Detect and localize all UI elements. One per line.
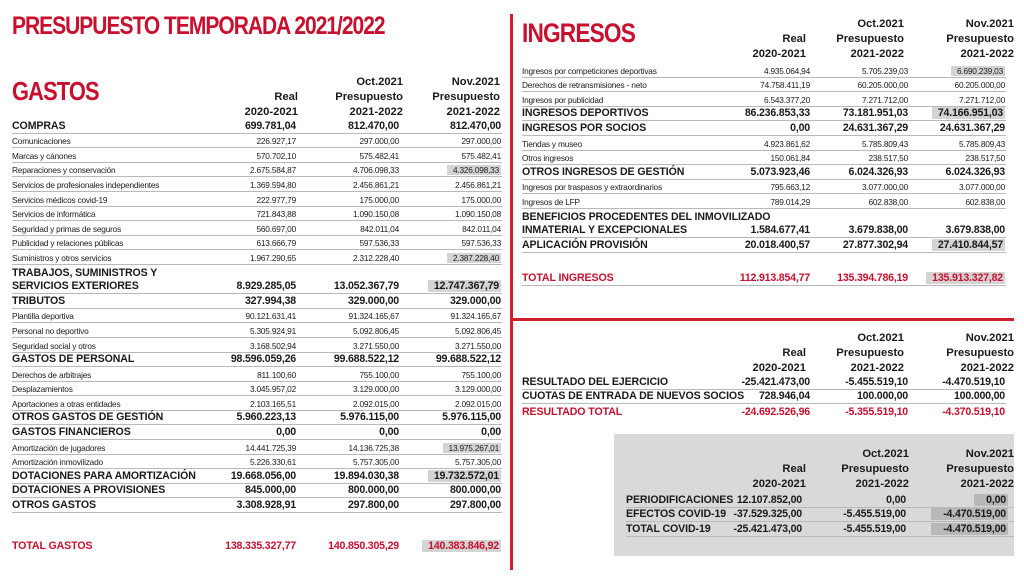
gastos-row-value-c2: 297.000,00 xyxy=(359,136,399,147)
gastos-row-value-c3: 575.482,41 xyxy=(461,150,501,161)
gastos-row-value-c2: 597.536,33 xyxy=(359,238,399,249)
covid-row-value-c1: 12.107.852,00 xyxy=(736,493,802,506)
gastos-row-value-c2: 5.092.806,45 xyxy=(352,325,399,336)
gastos-row-label: Aportaciones a otras entidades xyxy=(12,398,121,409)
gastos-row-label: Suministros y otros servicios xyxy=(12,252,112,263)
covid-row-value-c2: -5.455.519,00 xyxy=(843,508,906,521)
ingresos-row-value-c2: 6.024.326,93 xyxy=(848,165,908,178)
gastos-row-value-c3: 5.976.115,00 xyxy=(442,411,501,424)
gastos-row-value-c3: 2.456.861,21 xyxy=(454,179,501,190)
gastos-row xyxy=(12,425,502,440)
ingresos-row-label: APLICACIÓN PROVISIÓN xyxy=(522,238,648,251)
covid-row-label: PERIODIFICACIONES xyxy=(626,493,734,506)
ingresos-row xyxy=(522,194,1006,209)
covid-header-nov: Nov.2021 Presupuesto 2021-2022 xyxy=(946,448,1014,490)
gastos-row-value-c3: 0,00 xyxy=(481,426,501,439)
gastos-row xyxy=(12,250,502,265)
ingresos-row-value-c3: 6.024.326,93 xyxy=(945,165,1005,178)
resultado-row-label: RESULTADO DEL EJERCICIO xyxy=(522,375,669,388)
horizontal-divider xyxy=(512,318,1014,321)
gastos-row-value-c3: 12.747.367,79 xyxy=(428,280,501,292)
covid-row-value-c1: -37.529.325,00 xyxy=(733,508,802,521)
gastos-row xyxy=(12,353,502,368)
gastos-row-label: OTROS GASTOS xyxy=(12,499,96,512)
gastos-row-value-c1: 570.702,10 xyxy=(256,150,296,161)
gastos-row-value-c1: 0,00 xyxy=(276,426,296,439)
gastos-row-value-c1: 3.168.502,94 xyxy=(249,340,296,351)
resultado-row xyxy=(522,390,1006,405)
ingresos-row-value-c2: 5.705.239,03 xyxy=(861,65,908,76)
gastos-row xyxy=(12,469,502,484)
gastos-row-value-c1: 560.697,00 xyxy=(256,223,296,234)
gastos-row-value-c2: 0,00 xyxy=(379,426,399,439)
resultado-row-value-c1: -25.421.473,00 xyxy=(741,375,810,388)
ingresos-row-value-c1: 86.236.853,33 xyxy=(744,107,810,120)
gastos-row xyxy=(12,177,502,192)
ingresos-row xyxy=(522,92,1006,107)
resultado-header-oct: Oct.2021 Presupuesto 2021-2022 xyxy=(836,332,904,374)
gastos-row xyxy=(12,192,502,207)
covid-row xyxy=(626,522,1014,537)
gastos-row-value-c2: 5.757.305,00 xyxy=(352,457,399,468)
gastos-row-value-c1: 721.843,88 xyxy=(256,209,296,220)
gastos-row xyxy=(12,440,502,455)
ingresos-row xyxy=(522,165,1006,180)
gastos-row xyxy=(12,455,502,470)
ingresos-row-label: OTROS INGRESOS DE GESTIÓN xyxy=(522,165,685,178)
ingresos-row-label: Ingresos por competiciones deportivas xyxy=(522,65,657,76)
gastos-row-value-c3: 1.090.150,08 xyxy=(454,209,501,220)
covid-row-value-c2: 0,00 xyxy=(886,493,906,506)
gastos-row-value-c1: 222.977,79 xyxy=(256,194,296,205)
ingresos-row-value-c2: 60.205.000,00 xyxy=(857,80,908,91)
gastos-row-value-c1: 3.308.928,91 xyxy=(236,499,296,512)
ingresos-row-label: Otros ingresos xyxy=(522,153,574,164)
gastos-row xyxy=(12,498,502,513)
ingresos-row-value-c1: 789.014,29 xyxy=(770,196,810,207)
gastos-row xyxy=(12,323,502,338)
gastos-row-label: Desplazamientos xyxy=(12,384,73,395)
page-title: PRESUPUESTO TEMPORADA 2021/2022 xyxy=(12,12,385,40)
gastos-row-value-c2: 800.000,00 xyxy=(347,484,399,497)
ingresos-row xyxy=(522,238,1006,253)
gastos-row-value-c3: 5.092.806,45 xyxy=(454,325,501,336)
gastos-row-label: Publicidad y relaciones públicas xyxy=(12,238,124,249)
gastos-row-label: Amortización inmovilizado xyxy=(12,457,103,468)
ingresos-row xyxy=(522,121,1006,136)
gastos-row-value-c1: 845.000,00 xyxy=(244,484,296,497)
gastos-row-label: SERVICIOS EXTERIORES xyxy=(12,280,139,293)
gastos-row-value-c2: 175.000,00 xyxy=(359,194,399,205)
gastos-row-value-c3: 842.011,04 xyxy=(462,223,501,234)
gastos-row xyxy=(12,367,502,382)
ingresos-row-value-c1: 20.018.400,57 xyxy=(744,238,810,251)
ingresos-row-value-c2: 27.877.302,94 xyxy=(842,238,908,251)
covid-row xyxy=(626,508,1014,523)
gastos-table xyxy=(12,119,502,513)
covid-header-real: Real 2020-2021 xyxy=(752,463,806,490)
ingresos-row-value-c3: 60.205.000,00 xyxy=(954,80,1005,91)
gastos-row-label: DOTACIONES A PROVISIONES xyxy=(12,484,166,497)
resultado-row-value-c1: 728.946,04 xyxy=(758,390,810,403)
ingresos-row-value-c1: 1.584.677,41 xyxy=(750,224,810,237)
gastos-row-label: Marcas y cánones xyxy=(12,150,77,161)
gastos-row-value-c2: 91.324.165,67 xyxy=(348,311,399,322)
ingresos-row-value-c3: 5.785.809,43 xyxy=(958,138,1005,149)
ingresos-row-label: Tiendas y museo xyxy=(522,138,582,149)
gastos-row-label: TRIBUTOS xyxy=(12,294,66,307)
covid-row-value-c3: 0,00 xyxy=(974,494,1008,506)
ingresos-row-label: BENEFICIOS PROCEDENTES DEL INMOVILIZADO xyxy=(522,210,771,223)
ingresos-row-value-c1: 74.758.411,19 xyxy=(760,80,810,91)
gastos-row xyxy=(12,236,502,251)
ingresos-row-value-c2: 3.077.000,00 xyxy=(861,182,908,193)
gastos-row-value-c1: 2.103.165,51 xyxy=(249,398,296,409)
gastos-row xyxy=(12,396,502,411)
ingresos-row-value-c3: 3.679.838,00 xyxy=(945,224,1005,237)
gastos-row-value-c1: 5.960.223,13 xyxy=(236,411,296,424)
gastos-row-value-c3: 297.000,00 xyxy=(461,136,501,147)
gastos-row-label: Amortización de jugadores xyxy=(12,442,106,453)
gastos-row xyxy=(12,338,502,353)
ingresos-total xyxy=(522,270,1006,286)
gastos-row-value-c2: 2.456.861,21 xyxy=(352,179,399,190)
ingresos-row-value-c3: 6.690.239,03 xyxy=(951,66,1005,76)
ingresos-row-value-c2: 238.517,50 xyxy=(868,153,908,164)
gastos-row-value-c2: 4.706.098,33 xyxy=(352,165,399,176)
gastos-header-nov: Nov.2021 Presupuesto 2021-2022 xyxy=(432,76,500,118)
ingresos-row xyxy=(522,78,1006,93)
ingresos-row xyxy=(522,180,1006,195)
ingresos-row-value-c2: 24.631.367,29 xyxy=(842,121,908,134)
gastos-row-value-c1: 1.967.290,65 xyxy=(249,252,296,263)
ingresos-row xyxy=(522,63,1006,78)
gastos-row-value-c1: 98.596.059,26 xyxy=(230,353,296,366)
gastos-row-value-c2: 755.100,00 xyxy=(359,369,399,380)
gastos-row xyxy=(12,221,502,236)
gastos-row-value-c3: 91.324.165,67 xyxy=(450,311,501,322)
resultado-header-real: Real 2020-2021 xyxy=(752,347,806,374)
ingresos-row xyxy=(522,209,1006,224)
ingresos-row-value-c2: 73.181.951,03 xyxy=(842,107,908,120)
gastos-header-real: Real 2020-2021 xyxy=(244,91,298,118)
resultado-table xyxy=(522,375,1006,419)
covid-table xyxy=(626,493,1014,537)
ingresos-row-label: INGRESOS POR SOCIOS xyxy=(522,121,647,134)
gastos-row-value-c2: 14.136.725,38 xyxy=(348,442,399,453)
resultado-row xyxy=(522,375,1006,390)
gastos-row-value-c3: 99.688.522,12 xyxy=(435,353,501,366)
gastos-row xyxy=(12,134,502,149)
gastos-row-value-c3: 812.470,00 xyxy=(449,119,501,132)
gastos-row-label: Servicios de informática xyxy=(12,209,96,220)
ingresos-row-value-c2: 7.271.712,00 xyxy=(861,94,908,105)
ingresos-row-value-c3: 24.631.367,29 xyxy=(939,121,1005,134)
ingresos-row-value-c3: 7.271.712,00 xyxy=(958,94,1005,105)
gastos-row-value-c2: 19.894.030,38 xyxy=(333,469,399,482)
gastos-total xyxy=(12,537,502,553)
ingresos-row-label: Ingresos por publicidad xyxy=(522,94,604,105)
covid-row-value-c2: -5.455.519,00 xyxy=(843,522,906,535)
resultado-row-label: CUOTAS DE ENTRADA DE NUEVOS SOCIOS xyxy=(522,390,745,403)
ingresos-row-label: Ingresos por traspasos y extraordinarios xyxy=(522,182,663,193)
ingresos-row-value-c2: 5.785.809,43 xyxy=(861,138,908,149)
gastos-row-value-c1: 1.369.594,80 xyxy=(249,179,296,190)
ingresos-row-value-c3: 27.410.844,57 xyxy=(932,239,1005,251)
ingresos-row-value-c2: 602.838,00 xyxy=(868,196,908,207)
ingresos-row-value-c3: 238.517,50 xyxy=(965,153,1005,164)
gastos-row-label: Servicios médicos covid-19 xyxy=(12,194,108,205)
gastos-header-oct: Oct.2021 Presupuesto 2021-2022 xyxy=(335,76,403,118)
ingresos-row-value-c1: 0,00 xyxy=(790,121,810,134)
ingresos-row-value-c2: 3.679.838,00 xyxy=(848,224,908,237)
gastos-row-label: GASTOS DE PERSONAL xyxy=(12,353,135,366)
gastos-row-value-c3: 5.757.305,00 xyxy=(454,457,501,468)
gastos-row-label: Derechos de arbitrajes xyxy=(12,369,92,380)
gastos-row xyxy=(12,119,502,134)
vertical-divider xyxy=(510,14,513,570)
gastos-row-value-c3: 13.975.267,01 xyxy=(443,443,501,453)
covid-row-value-c1: -25.421.473,00 xyxy=(733,522,802,535)
ingresos-row-label: INMATERIAL Y EXCEPCIONALES xyxy=(522,224,687,237)
gastos-row-value-c2: 5.976.115,00 xyxy=(340,411,399,424)
gastos-row-value-c3: 297.800,00 xyxy=(449,499,501,512)
gastos-row-value-c1: 327.994,38 xyxy=(244,294,296,307)
gastos-row-label: Personal no deportivo xyxy=(12,325,89,336)
gastos-row-value-c3: 2.092.015,00 xyxy=(454,398,501,409)
gastos-row-value-c2: 2.312.228,40 xyxy=(352,252,399,263)
ingresos-row xyxy=(522,151,1006,166)
gastos-row-value-c3: 4.326.098,33 xyxy=(447,165,501,175)
gastos-row-label: COMPRAS xyxy=(12,119,66,132)
ingresos-title: INGRESOS xyxy=(522,18,636,48)
gastos-row-value-c3: 3.271.550,00 xyxy=(454,340,501,351)
total-ingresos-row: TOTAL INGRESOS 112.913.854,77 135.394.786,19 135.913.327,82 xyxy=(522,270,1006,286)
gastos-row-value-c1: 226.927,17 xyxy=(256,136,296,147)
gastos-row-value-c3: 755.100,00 xyxy=(461,369,501,380)
ingresos-row xyxy=(522,224,1006,239)
gastos-row-value-c3: 800.000,00 xyxy=(449,484,501,497)
ingresos-row-value-c1: 150.061,84 xyxy=(770,153,810,164)
gastos-row-label: Comunicaciones xyxy=(12,136,71,147)
covid-row xyxy=(626,493,1014,508)
ingresos-table xyxy=(522,63,1006,253)
ingresos-row-label: Ingresos de LFP xyxy=(522,196,580,207)
gastos-row xyxy=(12,309,502,324)
gastos-row-label: Seguridad social y otros xyxy=(12,340,96,351)
resultado-row-value-c2: 100.000,00 xyxy=(856,390,908,403)
ingresos-row-value-c1: 795.663,12 xyxy=(770,182,810,193)
covid-header-oct: Oct.2021 Presupuesto 2021-2022 xyxy=(841,448,909,490)
ingresos-row-value-c1: 5.073.923,46 xyxy=(750,165,810,178)
gastos-row-value-c3: 2.387.228,40 xyxy=(447,253,501,263)
resultado-row-value-c3: -4.470.519,10 xyxy=(942,375,1005,388)
gastos-row-value-c3: 597.536,33 xyxy=(461,238,501,249)
ingresos-header-real: Real 2020-2021 xyxy=(752,33,806,60)
gastos-row xyxy=(12,207,502,222)
gastos-row xyxy=(12,382,502,397)
gastos-row-label: TRABAJOS, SUMINISTROS Y xyxy=(12,266,158,279)
ingresos-row-label: INGRESOS DEPORTIVOS xyxy=(522,107,649,120)
gastos-row-value-c2: 3.271.550,00 xyxy=(352,340,399,351)
gastos-row xyxy=(12,411,502,426)
gastos-row xyxy=(12,280,502,295)
ingresos-row xyxy=(522,107,1006,122)
gastos-row-value-c3: 175.000,00 xyxy=(461,194,501,205)
gastos-row-label: DOTACIONES PARA AMORTIZACIÓN xyxy=(12,469,196,482)
gastos-row xyxy=(12,265,502,280)
ingresos-row xyxy=(522,136,1006,151)
gastos-row-label: OTROS GASTOS DE GESTIÓN xyxy=(12,411,164,424)
gastos-row-value-c3: 3.129.000,00 xyxy=(454,384,501,395)
gastos-row xyxy=(12,163,502,178)
gastos-row-value-c1: 5.305.924,91 xyxy=(249,325,296,336)
gastos-row-value-c1: 699.781,04 xyxy=(244,119,296,132)
resultado-row-value-c3: 100.000,00 xyxy=(953,390,1005,403)
gastos-row-value-c1: 2.675.584,87 xyxy=(249,165,296,176)
gastos-row-value-c2: 297.800,00 xyxy=(347,499,399,512)
gastos-row xyxy=(12,294,502,309)
resultado-total-value-c1: -24.692.526,96 xyxy=(741,405,810,418)
gastos-row-value-c2: 1.090.150,08 xyxy=(352,209,399,220)
gastos-row-value-c2: 13.052.367,79 xyxy=(333,280,399,293)
gastos-row-label: Seguridad y primas de seguros xyxy=(12,223,122,234)
ingresos-header-nov: Nov.2021 Presupuesto 2021-2022 xyxy=(946,18,1014,60)
gastos-row xyxy=(12,484,502,499)
gastos-row-value-c2: 575.482,41 xyxy=(359,150,399,161)
gastos-row-label: GASTOS FINANCIEROS xyxy=(12,426,131,439)
ingresos-row-value-c1: 6.543.377,20 xyxy=(763,94,810,105)
total-gastos-row: TOTAL GASTOS 138.335.327,77 140.850.305,29 140.383.846,92 xyxy=(12,540,499,552)
ingresos-row-value-c3: 74.166.951,03 xyxy=(932,107,1005,119)
gastos-row-label: Servicios de profesionales independientes xyxy=(12,179,160,190)
gastos-row-value-c2: 99.688.522,12 xyxy=(333,353,399,366)
covid-row-label: TOTAL COVID-19 xyxy=(626,522,711,535)
gastos-row-value-c2: 3.129.000,00 xyxy=(352,384,399,395)
gastos-row-value-c1: 8.929.285,05 xyxy=(236,280,296,293)
gastos-row-value-c2: 329.000,00 xyxy=(347,294,399,307)
gastos-title: GASTOS xyxy=(12,76,99,106)
covid-row-value-c3: -4.470.519,00 xyxy=(931,523,1008,535)
gastos-row-value-c2: 842.011,04 xyxy=(360,223,399,234)
gastos-row-value-c2: 812.470,00 xyxy=(347,119,399,132)
covid-row-label: EFECTOS COVID-19 xyxy=(626,508,727,521)
gastos-row-value-c1: 14.441.725,39 xyxy=(245,442,296,453)
gastos-row-value-c1: 613.666,79 xyxy=(256,238,296,249)
ingresos-row-value-c1: 4.935.064,94 xyxy=(763,65,810,76)
gastos-row-value-c3: 329.000,00 xyxy=(449,294,501,307)
ingresos-row-value-c3: 602.838,00 xyxy=(965,196,1005,207)
resultado-header-nov: Nov.2021 Presupuesto 2021-2022 xyxy=(946,332,1014,374)
resultado-total-label: RESULTADO TOTAL xyxy=(522,405,623,418)
gastos-row-value-c1: 811.100,60 xyxy=(257,369,296,380)
covid-row-value-c3: -4.470.519,00 xyxy=(931,508,1008,520)
ingresos-row-value-c1: 4.923.861,62 xyxy=(763,138,810,149)
gastos-row xyxy=(12,148,502,163)
gastos-row-value-c3: 19.732.572,01 xyxy=(428,470,501,482)
resultado-row-value-c2: -5.455.519,10 xyxy=(845,375,908,388)
resultado-total-value-c2: -5.355.519,10 xyxy=(845,405,908,418)
resultado-total-row xyxy=(522,404,1006,419)
ingresos-header-oct: Oct.2021 Presupuesto 2021-2022 xyxy=(836,18,904,60)
gastos-row-label: Reparaciones y conservación xyxy=(12,165,116,176)
ingresos-row-value-c3: 3.077.000,00 xyxy=(958,182,1005,193)
gastos-row-value-c1: 3.045.957,02 xyxy=(249,384,296,395)
gastos-row-value-c1: 5.226.330,61 xyxy=(249,457,296,468)
gastos-row-value-c2: 2.092.015,00 xyxy=(352,398,399,409)
ingresos-row-label: Derechos de retransmisiones - neto xyxy=(522,80,647,91)
gastos-row-value-c1: 19.668.056,00 xyxy=(230,469,296,482)
gastos-row-label: Plantilla deportiva xyxy=(12,311,74,322)
gastos-row-value-c1: 90.121.631,41 xyxy=(245,311,296,322)
resultado-total-value-c3: -4.370.519,10 xyxy=(942,405,1005,418)
